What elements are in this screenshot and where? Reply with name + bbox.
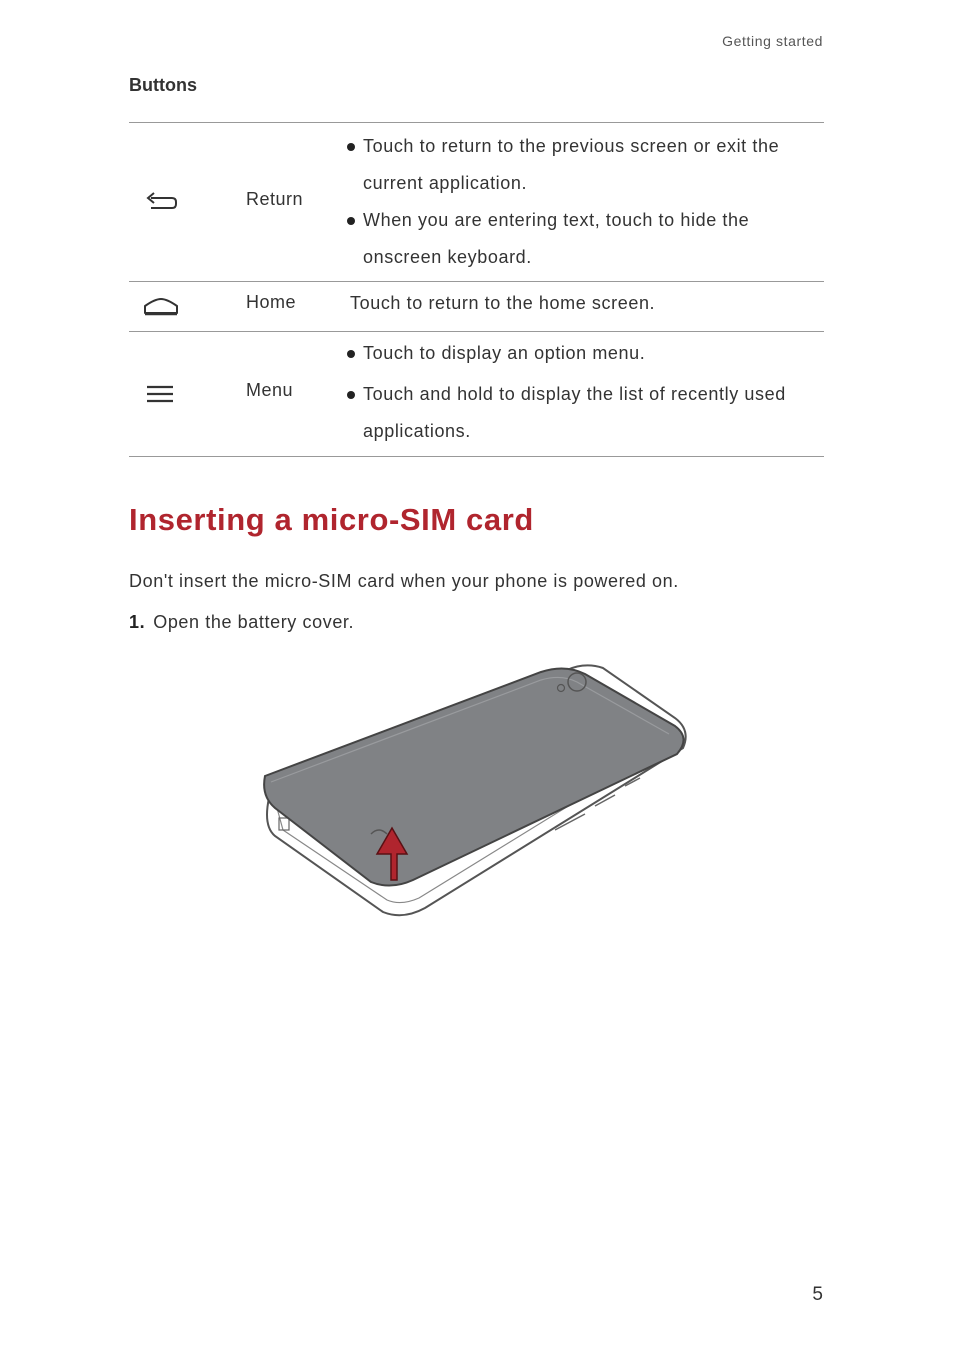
bullet-icon	[347, 217, 355, 225]
home-icon	[143, 297, 179, 322]
list-item: Touch to return to the previous screen or exit the current application.	[347, 128, 817, 202]
table-row-return	[129, 123, 824, 282]
menu-description	[347, 335, 817, 450]
bullet-icon	[347, 350, 355, 358]
list-item: Touch and hold to display the list of recently used applications.	[347, 376, 817, 450]
buttons-table	[129, 122, 824, 457]
button-name-menu: Menu	[246, 380, 294, 400]
list-item: When you are entering text, touch to hide the onscreen keyboard.	[347, 202, 817, 276]
button-name-home: Home	[246, 292, 297, 312]
page-number: 5	[812, 1284, 823, 1305]
warning-note: Don't insert the micro-SIM card when your phone is powered on.	[129, 571, 679, 591]
section-title: Inserting a micro-SIM card	[129, 502, 534, 537]
bullet-icon	[347, 143, 355, 151]
list-item: Touch to display an option menu.	[347, 335, 817, 372]
step-text: Open the battery cover.	[153, 612, 355, 632]
table-row-home	[129, 282, 824, 332]
menu-icon	[143, 384, 179, 409]
running-header: Getting started	[722, 33, 823, 49]
home-description: Touch to return to the home screen.	[350, 293, 656, 313]
bullet-icon	[347, 391, 355, 399]
button-name-return: Return	[246, 189, 304, 209]
phone-battery-cover-icon	[255, 658, 695, 928]
return-description	[347, 128, 817, 276]
table-row-menu	[129, 332, 824, 457]
step-number: 1.	[129, 612, 146, 632]
step-1	[129, 612, 354, 633]
return-icon	[143, 189, 179, 218]
buttons-heading: Buttons	[129, 75, 197, 95]
